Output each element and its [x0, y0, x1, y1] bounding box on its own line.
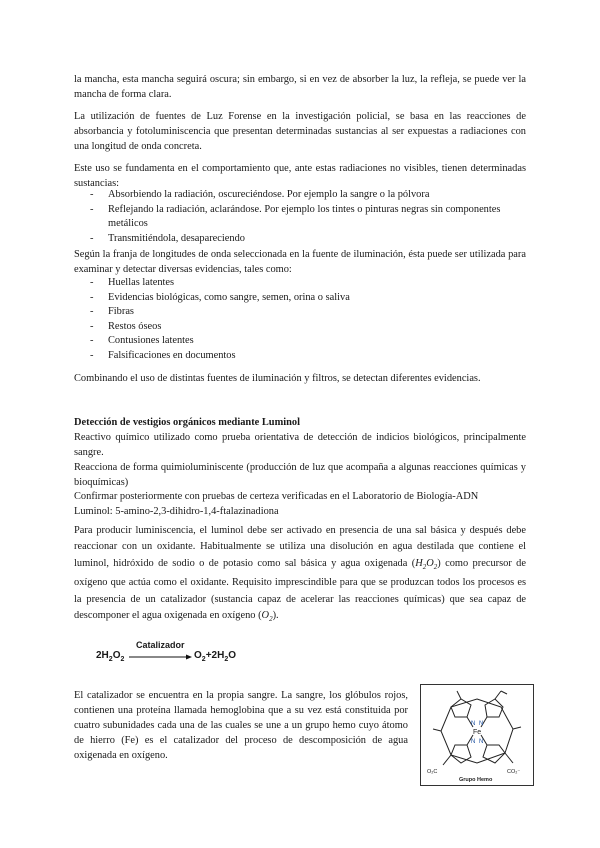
section-heading-luminol: Detección de vestigios orgánicos mediante Luminol — [74, 417, 300, 428]
nitrogen-label: N — [471, 721, 476, 727]
paragraph-wavelength-range: Según la franja de longitudes de onda seleccionada en la fuente de iluminación, ésta puede ser utilizada para examinar y detectar diversas evidencias, tales como: — [74, 249, 526, 275]
paragraph-forensic-light: La utilización de fuentes de Luz Forense en la investigación policial, se basa en las reacciones de absorbancia y fotoluminiscencia que presentan determinadas sustancias al ser expuestas a radiaciones con una longitud de onda concreta. — [74, 111, 526, 152]
heme-structure-diagram — [421, 685, 533, 785]
list-item: - Restos óseos — [74, 320, 526, 335]
nitrogen-label: N — [471, 739, 476, 745]
carboxylate-right-label: CO₂⁻ — [507, 769, 521, 775]
catalyst-label: Catalizador — [136, 640, 185, 650]
list-item: - Fibras — [74, 305, 526, 320]
formula-hydrogen-peroxide: $H_2O_2$ — [415, 557, 438, 571]
list-item: - Contusiones latentes — [74, 334, 526, 349]
evidence-list — [74, 276, 526, 364]
list-item: - Falsificaciones en documentos — [74, 349, 526, 364]
paragraph-behaviour: Este uso se fundamenta en el comportamiento que, ante estas radiaciones no visibles, tienen determinadas sustancias: — [74, 163, 526, 189]
luminol-line: Reactivo químico utilizado como prueba orientativa de detección de indicios biológicos, principalmente sangre. — [74, 432, 526, 458]
heme-group-figure — [420, 684, 534, 786]
luminol-line: Confirmar posteriormente con pruebas de certeza verificadas en el Laboratorio de Biología-ADN — [74, 491, 479, 502]
reactant: $2H_2O_2$ — [96, 650, 125, 663]
products: $O_2+2H_2O$ — [194, 650, 236, 663]
paragraph-intro: la mancha, esta mancha seguirá oscura; sin embargo, si en vez de absorber la luz, la refleja, se puede ver la mancha de forma clara. — [74, 74, 526, 100]
list-item: - Reflejando la radiación, aclarándose. Por ejemplo los tintes o pinturas negras sin componentes metálicos — [74, 203, 526, 232]
paragraph-combining: Combinando el uso de distintas fuentes de iluminación y filtros, se detectan diferentes evidencias. — [74, 373, 481, 384]
behaviour-list — [74, 188, 526, 246]
iron-label: Fe — [473, 729, 482, 736]
paragraph-luminescence-production: Para producir luminiscencia, el luminol debe ser activado en presencia de una sal básica y después debe reaccionar con un oxidante. Habitualmente se utiliza una disolución en agua destilada que contiene el luminol, hidróxido de sodio o de potasio como sal básica y agua oxigenada $(H_2O_2)$ como precursor de oxígeno que actúa como el oxidante. Requisito imprescindible para que se produzcan todos los procesos es la presencia de un catalizador (sustancia capaz de acelerar las reacciones químicas) que sea capaz de descomponer el agua oxigenada en oxígeno $(O_2)$. — [74, 525, 526, 624]
list-item: - Absorbiendo la radiación, oscureciéndose. Por ejemplo la sangre o la pólvora — [74, 188, 526, 203]
figure-caption: Grupo Hemo — [459, 777, 493, 783]
nitrogen-label: N — [479, 739, 484, 745]
list-item: - Huellas latentes — [74, 276, 526, 291]
list-item: - Transmitiéndola, desapareciendo — [74, 232, 526, 247]
carboxylate-left-label: O₂C — [427, 769, 438, 775]
luminol-line: Reacciona de forma quimioluminiscente (producción de luz que acompaña a algunas reacciones químicas y bioquímicas) — [74, 462, 526, 488]
list-item: - Evidencias biológicas, como sangre, semen, orina o saliva — [74, 291, 526, 306]
luminol-line: Luminol: 5-amino-2,3-dihidro-1,4-ftalazinadiona — [74, 506, 279, 517]
formula-oxygen: $O_2$ — [261, 610, 273, 624]
paragraph-catalyst: El catalizador se encuentra en la propia sangre. La sangre, los glóbulos rojos, contienen una proteína llamada hemoglobina que a su vez está constituida por cuatro subunidades cada una de las cuales se une a un grupo hemo cuyo átomo de hierro (Fe) es el catalizador del proceso de descomposición de agua oxigenada en oxígeno. — [74, 690, 408, 761]
reaction-equation — [96, 640, 236, 670]
nitrogen-label: N — [479, 721, 484, 727]
